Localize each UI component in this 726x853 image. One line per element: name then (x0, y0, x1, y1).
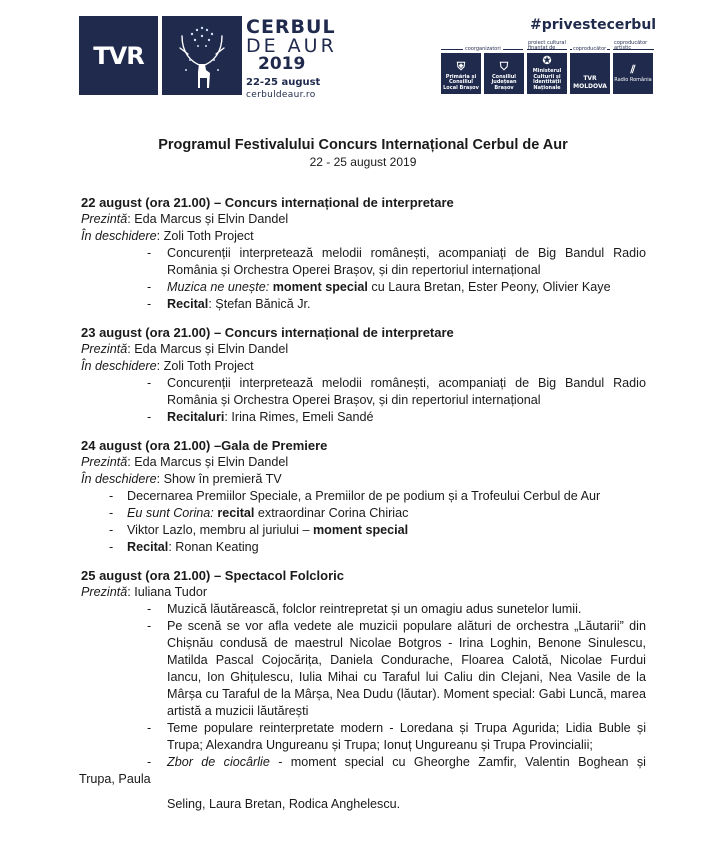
item-text: : Irina Rimes, Emeli Sandé (224, 410, 374, 424)
opening-line (81, 471, 646, 488)
item-text: : Ștefan Bănică Jr. (208, 297, 311, 311)
item-italic: Muzica ne unește: (167, 280, 270, 294)
wordmark-line1: CERBUL (246, 16, 336, 38)
item-text: Pe scenă se vor afla vedete ale muzicii populare alături de orchestra „Lăutarii” din Chișnău condusă de maestrul Nicolae Botgros - Irina Loghin, Benone Sinulescu, Matilda Pascal Cojocărița, Daniela Condurache, Floarea Calotă, Nicolae Furdui Iancu, Ion Ghițulescu, Iulia Mihai cu Taraful lui Caliu din Clejani, Nea Vasile de la Mârșa cu Taraful de la Mârșa, Nea Dudu (lăutar). Moment special: Gabi Luncă, marea artistă a muzicii lăutărești (167, 619, 646, 718)
opening-line (81, 228, 646, 245)
item-text: cu Laura Bretan, Ester Peony, Olivier Kaye (367, 280, 611, 294)
hashtag: #privestecerbul (530, 17, 657, 33)
wordmark-line2: DE AUR (246, 35, 337, 57)
label-coproducator-artistic: coproducător artistic (614, 40, 648, 51)
item-text: Concurenții interpretează melodii românești, acompaniați de Big Bandul Radio România și Orchestra Operei Brașov, și din repertoriul internațional (167, 246, 646, 277)
partner-name: Ministerul Culturii și Identității Naționale (532, 68, 562, 91)
list-item (81, 488, 646, 505)
section-heading: 23 august (ora 21.00) – Concurs internațional de interpretare (81, 325, 454, 340)
item-continuation-text: Seling, Laura Bretan, Rodica Anghelescu. (167, 797, 401, 811)
tvr-logo-text: TVR (93, 41, 144, 70)
festival-wordmark (246, 16, 337, 100)
item-bold: recital (217, 506, 255, 520)
host-label: Prezintă (81, 212, 128, 226)
program-document (81, 194, 646, 824)
list-item (81, 409, 646, 426)
list-item (81, 375, 646, 409)
label-project: proiect cultural finanțat de (528, 40, 566, 51)
host-line (81, 454, 646, 471)
partner-name: Primăria și Consiliul Local Brașov (443, 73, 479, 91)
opening-value: : Show în premieră TV (156, 472, 282, 486)
host-line (81, 584, 646, 601)
host-value: : Iuliana Tudor (127, 585, 208, 599)
wordmark-site: cerbuldeaur.ro (246, 90, 316, 100)
host-label: Prezintă (81, 342, 128, 356)
item-bold: Recitaluri (167, 410, 225, 424)
partner-name: Consiliul Județean Brașov (491, 73, 517, 91)
shield-icon: ⛉ (499, 59, 509, 73)
item-text: Muzică lăutărească, folclor reintrepretat și un omagiu adus sunetelor lumii. (167, 602, 582, 616)
host-line (81, 211, 646, 228)
host-label: Prezintă (81, 585, 128, 599)
opening-value: : Zoli Toth Project (156, 359, 254, 373)
label-coproducator: coproducător (573, 46, 607, 52)
item-text: Concurenții interpretează melodii românești, acompaniați de Big Bandul Radio România și Orchestra Operei Brașov, și din repertoriul internațional (167, 376, 646, 407)
opening-line (81, 358, 646, 375)
item-text: extraordinar Corina Chiriac (254, 506, 409, 520)
list-item (81, 296, 646, 313)
item-bold: Recital (127, 540, 169, 554)
coat-of-arms-icon: ✪ (542, 54, 552, 67)
opening-label: În deschidere (81, 472, 157, 486)
partner-name: Radio România (614, 76, 652, 83)
partner-ministerul (527, 53, 567, 94)
partner-name: TVR MOLDOVA (573, 75, 607, 90)
wordmark-dates: 22-25 august (246, 77, 321, 88)
opening-label: În deschidere (81, 229, 157, 243)
list-item (81, 720, 646, 754)
host-label: Prezintă (81, 455, 128, 469)
item-wrap-text: Trupa, Paula (79, 772, 151, 786)
section-22-august (81, 194, 646, 313)
list-item (81, 245, 646, 279)
opening-value: : Zoli Toth Project (156, 229, 254, 243)
list-item (81, 522, 646, 539)
partner-logos (441, 40, 654, 96)
wordmark-year: 2019 (258, 54, 306, 74)
item-text: Viktor Lazlo, membru al juriului – (127, 523, 313, 537)
host-line (81, 341, 646, 358)
section-23-august (81, 324, 646, 426)
list-item (81, 601, 646, 618)
section-24-august (81, 437, 646, 556)
partner-primaria (441, 53, 481, 94)
item-italic: Zbor de ciocârlie (167, 755, 270, 769)
section-25-august (81, 567, 646, 813)
item-text: Teme populare reinterpretate modern - Loredana și Trupa Agurida; Lidia Buble și Trupa; Alexandra Ungureanu și Trupa; Ionuț Ungureanu și Trupa Provincialii; (167, 721, 646, 752)
page-title: Programul Festivalului Concurs Internațional Cerbul de Aur (158, 137, 568, 153)
list-item (81, 279, 646, 296)
label-coorganizatori: coorganizatori (465, 46, 501, 52)
section-heading: 24 august (ora 21.00) –Gala de Premiere (81, 438, 328, 453)
item-italic: Eu sunt Corina: (127, 506, 214, 520)
item-text: Decernarea Premiilor Speciale, a Premiilor de pe podium și a Trofeului Cerbul de Aur (127, 489, 601, 503)
partner-radio-romania (613, 53, 653, 94)
host-value: : Eda Marcus și Elvin Dandel (127, 342, 289, 356)
partner-tvr-moldova (570, 53, 610, 94)
item-bold: moment special (312, 523, 409, 537)
section-heading: 25 august (ora 21.00) – Spectacol Folcloric (81, 568, 344, 583)
tvr-logo (79, 16, 158, 95)
partner-consiliul-judetean (484, 53, 524, 94)
list-item (81, 754, 646, 771)
stag-logo-icon (162, 16, 242, 95)
host-value: : Eda Marcus și Elvin Dandel (127, 455, 289, 469)
item-text: : Ronan Keating (168, 540, 259, 554)
item-bold: Recital (167, 297, 209, 311)
radio-romania-icon: ⫽ (630, 62, 636, 76)
opening-label: În deschidere (81, 359, 157, 373)
section-heading: 22 august (ora 21.00) – Concurs internațional de interpretare (81, 195, 454, 210)
list-item (81, 539, 646, 556)
item-bold: moment special (272, 280, 368, 294)
list-item (81, 618, 646, 720)
item-text: - moment special cu Gheorghe Zamfir, Valentin Boghean și (269, 755, 646, 769)
crest-icon: ⛨ (456, 59, 466, 73)
list-item (81, 505, 646, 522)
host-value: : Eda Marcus și Elvin Dandel (127, 212, 289, 226)
page-subtitle: 22 - 25 august 2019 (309, 155, 417, 169)
